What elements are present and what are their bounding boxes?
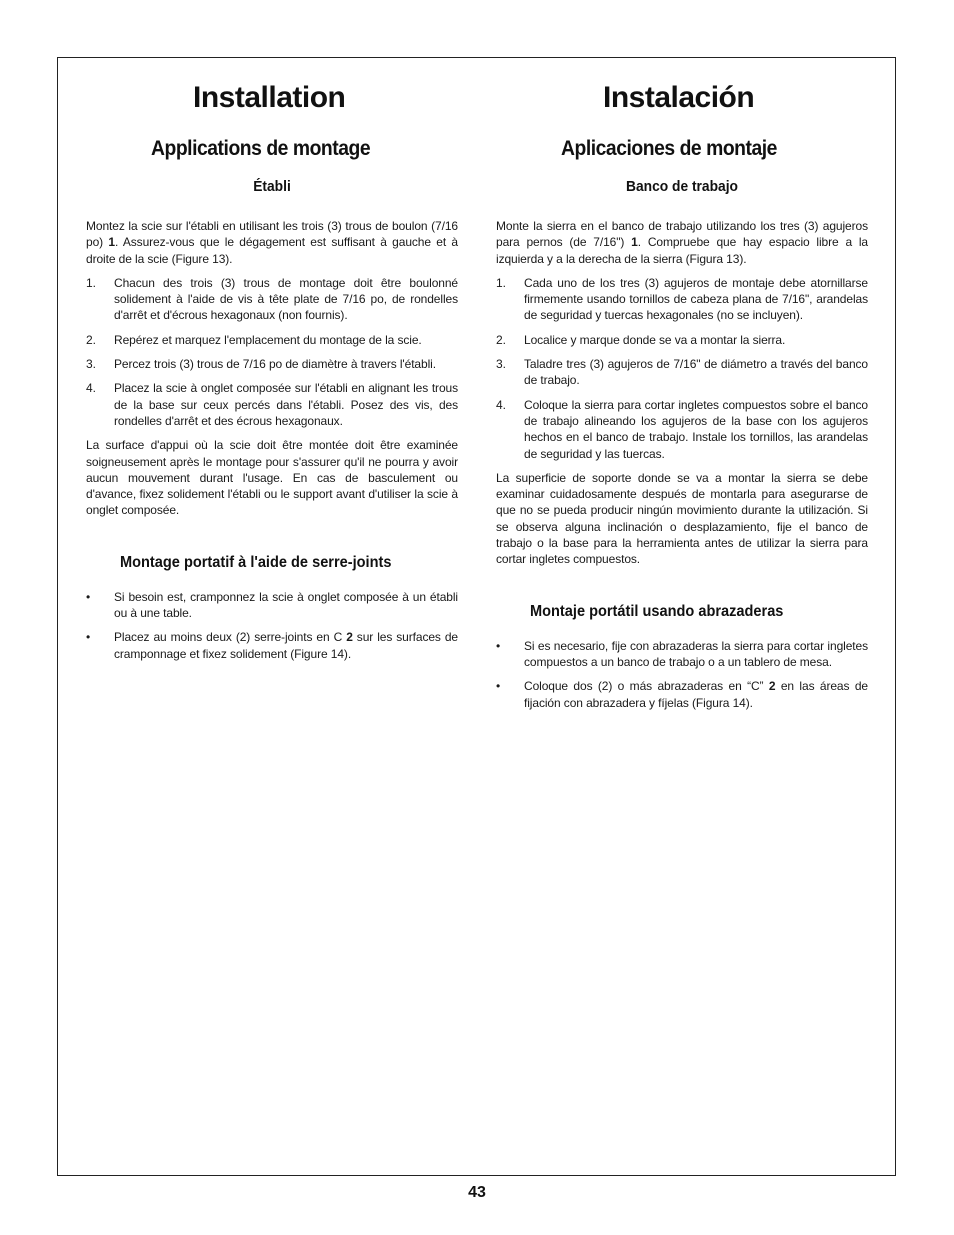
- list-item: • Coloque dos (2) o más abrazaderas en “C” 2 en las áreas de fijación con abrazadera y fíjelas (Figura 14).: [496, 679, 868, 710]
- surface-paragraph-french: La surface d'appui où la scie doit être montée doit être examinée soigneusement après le montage pour s'assurer qu'il ne pourra y avoir aucun mouvement durant l'usage. En cas de basculement ou d'avance, fixez solidement l'établi ou le support avant d'utiliser la scie à onglet composée.: [86, 438, 458, 518]
- bullets-list-spanish: [496, 638, 868, 711]
- page-frame: [57, 57, 896, 1176]
- section-title-spanish: Aplicaciones de montaje: [561, 137, 777, 160]
- list-item: 4. Placez la scie à onglet composée sur l'établi en alignant les trous de la base sur ceux percés dans l'établi. Posez des vis, des rondelles d'arrêt et des écrous hexagonaux.: [86, 381, 458, 428]
- list-item: • Si besoin est, cramponnez la scie à onglet composée à un établi ou à une table.: [86, 589, 458, 621]
- list-item: 2. Repérez et marquez l'emplacement du montage de la scie.: [86, 332, 422, 347]
- intro-paragraph-french: Montez la scie sur l'établi en utilisant les trois (3) trous de boulon (7/16 po) 1. Assurez-vous que le dégagement est suffisant à gauche et à droite de la scie (Figure 13).: [86, 219, 458, 266]
- french-column: [86, 58, 458, 670]
- subhead-portable-spanish: Montaje portátil usando abrazaderas: [530, 602, 784, 620]
- section-title-french: Applications de montage: [151, 137, 371, 160]
- list-item: 3. Taladre tres (3) agujeros de 7/16" de diámetro a través del banco de trabajo.: [496, 357, 868, 388]
- page-number: 43: [468, 1184, 486, 1201]
- list-item: • Placez au moins deux (2) serre-joints en C 2 sur les surfaces de cramponnage et fixez solidement (Figure 14).: [86, 630, 458, 661]
- bullets-list-french: [86, 589, 458, 662]
- list-item: 2. Localice y marque donde se va a montar la sierra.: [496, 332, 786, 347]
- subhead-workbench-spanish: Banco de trabajo: [626, 178, 738, 195]
- list-item: 1. Cada uno de los tres (3) agujeros de montaje debe atornillarse firmemente usando tornillos de cabeza plana de 7/16", arandelas de seguridad y tuercas hexagonales (no se incluyen).: [496, 275, 868, 323]
- page-title-spanish: Instalación: [603, 81, 755, 114]
- list-item: 1. Chacun des trois (3) trous de montage doit être boulonné solidement à l'aide de vis à tête plate de 7/16 po, de rondelles d'arrêt et d'écrous hexagonaux (non fournis).: [86, 275, 458, 323]
- steps-list-spanish: [496, 275, 868, 462]
- subhead-portable-french: Montage portatif à l'aide de serre-joints: [120, 553, 392, 571]
- subhead-workbench-french: Établi: [253, 178, 291, 195]
- page-title-french: Installation: [193, 81, 346, 114]
- surface-paragraph-spanish: La superficie de soporte donde se va a montar la sierra se debe examinar cuidadosamente después de montarla para asegurarse de que no se pueda producir ningún movimiento durante la utilización. Si se observa alguna inclinación o desplazamiento, fije el banco de trabajo o la base para la herramienta antes de utilizar la sierra para cortar ingletes compuestos.: [496, 470, 868, 567]
- intro-paragraph-spanish: Monte la sierra en el banco de trabajo utilizando los tres (3) agujeros para pernos (de 7/16") 1. Compruebe que hay espacio libre a la izquierda y a la derecha de la sierra (Figura 13).: [496, 219, 869, 266]
- list-item: 3. Percez trois (3) trous de 7/16 po de diamètre à travers l'établi.: [86, 357, 436, 372]
- list-item: • Si es necesario, fije con abrazaderas la sierra para cortar ingletes compuestos a un banco de trabajo o a un tablero de mesa.: [496, 638, 868, 669]
- spanish-column: [496, 58, 868, 719]
- steps-list-french: [86, 275, 458, 429]
- list-item: 4. Coloque la sierra para cortar ingletes compuestos sobre el banco de trabajo alineando los agujeros de la base con los agujeros hechos en el banco de trabajo. Instale los tornillos, las arandelas de seguridad y las tuercas.: [496, 397, 868, 461]
